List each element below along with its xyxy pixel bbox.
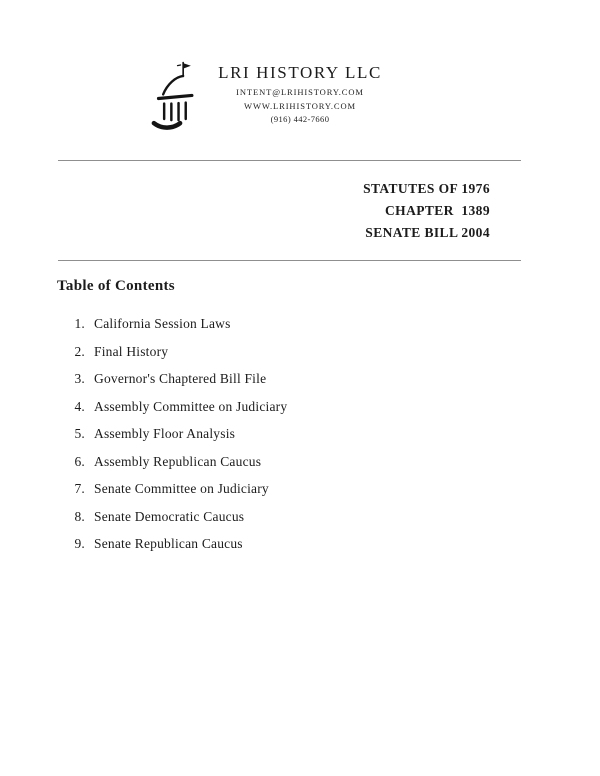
toc-item	[69, 371, 560, 387]
senate-bill-line: SENATE BILL 2004	[365, 225, 490, 240]
reference-block	[0, 161, 600, 260]
toc-list	[57, 316, 560, 552]
toc-item	[69, 454, 560, 470]
contact-website: WWW.LRIHISTORY.COM	[244, 100, 356, 111]
toc-item	[69, 399, 560, 415]
toc-item-number: 9.	[74, 536, 85, 551]
chapter-line: CHAPTER 1389	[385, 203, 490, 218]
toc-item	[69, 509, 560, 525]
toc-item-number: 4.	[74, 398, 85, 414]
toc-item-label: Assembly Floor Analysis	[94, 426, 236, 441]
toc-item-label: Senate Republican Caucus	[94, 536, 243, 551]
toc-item	[69, 536, 560, 552]
toc-item-label: Final History	[94, 343, 169, 359]
toc-item-number: 3.	[74, 371, 85, 386]
toc-item-number: 7.	[74, 481, 85, 496]
toc-item	[69, 344, 560, 360]
toc-item-number: 1.	[74, 316, 85, 331]
toc-item-label: Senate Committee on Judiciary	[94, 481, 269, 496]
company-name: LRI HISTORY LLC	[218, 63, 382, 82]
toc-item	[69, 316, 560, 332]
contact-email: INTENT@LRIHISTORY.COM	[236, 87, 364, 97]
letterhead	[0, 0, 600, 160]
toc-item-label: Assembly Republican Caucus	[94, 453, 262, 469]
toc-item-label: Senate Democratic Caucus	[94, 508, 245, 524]
toc-item-label: California Session Laws	[94, 316, 231, 331]
statutes-line: STATUTES OF 1976	[363, 181, 490, 196]
capitol-logo-icon	[146, 60, 208, 136]
toc-item-label: Governor's Chaptered Bill File	[94, 371, 267, 386]
table-of-contents	[0, 261, 600, 552]
toc-item-number: 8.	[74, 508, 85, 524]
letterhead-text	[0, 64, 600, 127]
toc-heading: Table of Contents	[57, 278, 175, 294]
toc-item-label: Assembly Committee on Judiciary	[94, 398, 288, 414]
toc-item	[69, 481, 560, 497]
toc-item-number: 5.	[74, 426, 85, 441]
toc-item-number: 6.	[74, 453, 85, 469]
contact-phone: (916) 442-7660	[270, 114, 330, 124]
toc-item-number: 2.	[74, 343, 85, 359]
toc-item	[69, 426, 560, 442]
